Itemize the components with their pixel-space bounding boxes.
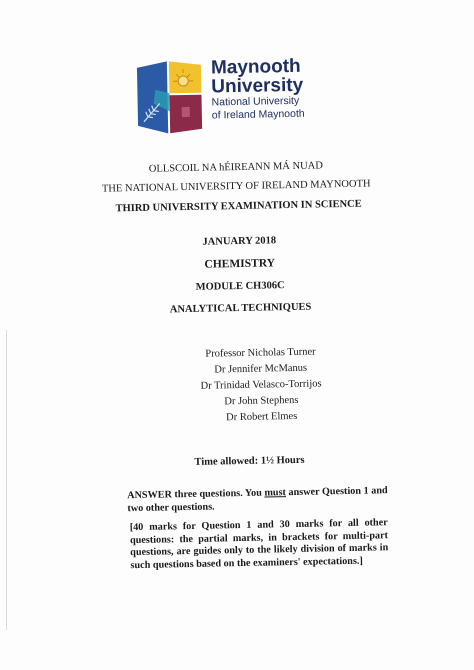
instructions-must: must [264,487,287,499]
examiner-name: Dr John Stephens [224,394,299,408]
logo-title-line2: University [211,74,304,98]
marks-note: [40 marks for Question 1 and 30 marks for all other questions: the partial marks, in brackets for multi-part questions, are guides only to the likely division of marks in such questions based on the examiners' expectations.] [129,517,389,571]
module-code: MODULE CH306C [195,280,285,293]
university-logo [133,56,321,140]
exam-title: THIRD UNIVERSITY EXAMINATION IN SCIENCE [115,198,362,215]
instructions-part1: ANSWER three questions. You [127,487,265,502]
university-crest-icon [133,59,206,136]
examiner-name: Dr Jennifer McManus [214,362,308,376]
exam-subject: CHEMISTRY [204,257,276,271]
examiner-name: Dr Robert Elmes [225,410,298,424]
logo-wordmark [211,57,304,97]
exam-date: JANUARY 2018 [202,235,277,248]
irish-university-name: OLLSCOIL NA hÉIREANN MÁ NUAD [148,160,323,175]
instructions-part2: answer Question 1 and two other questions. [127,485,388,514]
time-allowed: Time allowed: 1½ Hours [194,454,305,468]
examiner-name: Dr Trinidad Velasco-Torrijos [200,378,322,392]
examiner-name: Professor Nicholas Turner [205,346,316,360]
logo-title-line1: Maynooth [210,55,301,79]
answer-instructions [127,485,389,515]
logo-sub-line1: National University [211,94,300,109]
university-name: THE NATIONAL UNIVERSITY OF IRELAND MAYNOOTH [101,178,371,195]
examiners-list [190,344,332,427]
logo-subtitle [212,95,305,123]
module-title: ANALYTICAL TECHNIQUES [169,301,312,316]
logo-sub-line2: of Ireland Maynooth [211,107,305,122]
